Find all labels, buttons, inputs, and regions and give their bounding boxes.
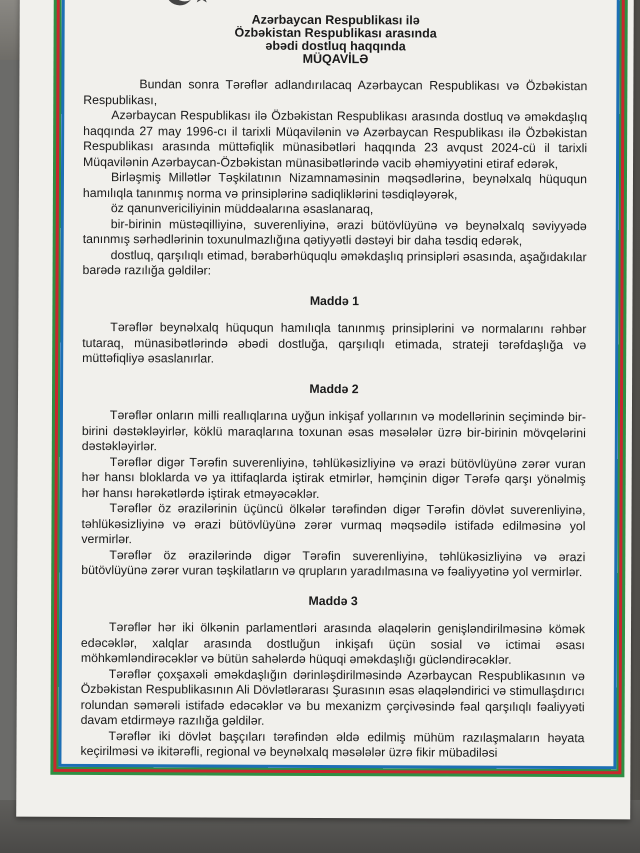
article-title: Maddə 3: [308, 593, 358, 608]
article-paragraph: Tərəflər öz ərazilərində digər Tərəfin suverenliyinə, təhlükəsizliyinə və ərazi bütövlüyünə zərər vuran təşkilatların və qrupların yaradılmasına və fəaliyyətinə yol vermirlər.: [81, 547, 586, 580]
doc-title-line3: əbədi dostluq haqqında: [265, 38, 406, 54]
preamble-paragraph: Bundan sonra Tərəflər adlandırılacaq Azərbaycan Respublikası və Özbəkistan Respublikası,: [83, 77, 588, 107]
article-paragraph: Tərəflər öz ərazilərinin üçüncü ölkələr tərəfindən digər Tərəfin dövlət suverenliyinə, təhlükəsizliyinə və ərazi bütövlüyünə zərər vurmaq məqsədilə istifadə edilməsinə yol vermirlər.: [81, 501, 586, 547]
article-title: Maddə 2: [309, 381, 359, 396]
doc-title-line2: Özbəkistan Respublikası arasında: [234, 25, 437, 41]
article-paragraph: Tərəflər çoxşaxəli əməkdaşlığın dərinləşdirilməsində Azərbaycan Respublikasının və Özbəkistan Respublikasının Ali Dövlətlərarası Şurasının əsas əlaqələndirici və stimullaşdırıcı rolundan səmərəli istifadə edəcəklər və bu mexanizm çərçivəsində fəal qarşılıqlı fəaliyyəti davam etdirməyə razılığa gəldilər.: [80, 666, 585, 728]
document-body: [80, 13, 587, 762]
article-paragraph: Tərəflər beynəlxalq hüququn hamılıqla tanınmış prinsiplərini və normalarını rəhbər tutaraq, münasibətlərində əbədi dostluğa, qarşılıqlı etimada, strateji tərəfdaşlığa və müttəfiqliyə əsaslanırlar.: [82, 320, 587, 366]
article-paragraph: Tərəflər hər iki ölkənin parlamentləri arasında əlaqələrin genişləndirilməsinə kömək edəcəklər, xalqlar arasında dostluğun inkişafı üçün sosial və ictimai əsası möhkəmləndirəcəklər və bütün sahələrdə hüquqi əməkdaşlığı gücləndirəcəklər.: [80, 620, 586, 667]
preamble-paragraph: bir-birinin müstəqilliyinə, suverenliyinə, ərazi bütövlüyünə və beynəlxalq səviyyədə tanınmış sərhədlərinin toxunulmazlığına qətiyyətli dəstəyi bir daha təsdiq edərək,: [82, 216, 587, 248]
doc-title-line1: Azərbaycan Respublikası ilə: [251, 12, 420, 28]
preamble-paragraph: Azərbaycan Respublikası ilə Özbəkistan Respublikası arasında dostluq və əməkdaşlıq haqqında 27 may 1996-cı il tarixli Müqavilənin və Azərbaycan Respublikası ilə Özbəkistan Respublikası arasında müttəfiqlik münasibətləri haqqında 23 avqust 2024-cü il tarixli Müqavilənin Azərbaycan-Özbəkistan münasibətlərində vacib əhəmiyyətini etiraf edərək,: [83, 108, 588, 171]
crescent-star-icon: [158, 0, 218, 14]
article-title: Maddə 1: [309, 293, 360, 308]
article-paragraph: Tərəflər iki dövlət başçıları tərəfindən əldə edilmiş mühüm razılaşmaların həyata keçirilməsi və ikitərəfli, regional və beynəlxalq məsələlər üzrə fikir mübadiləsi: [80, 728, 585, 760]
doc-title-line4: MÜQAVİLƏ: [302, 51, 369, 67]
document-page: [16, 0, 634, 819]
preamble-paragraph: dostluq, qarşılıqlı etimad, bərabərhüquqlu əməkdaşlıq prinsipləri əsasında, aşağıdakılar barədə razılığa gəldilər:: [82, 247, 587, 278]
article-paragraph: Tərəflər onların milli reallıqlarına uyğun inkişaf yollarının və modellərinin seçimində bir-birini dəstəkləyirlər, köklü maraqlarına toxunan əsas məsələlər üzrə bir-birinin mövqelərini dəstəkləyirlər.: [81, 408, 586, 454]
article-paragraph: Tərəflər digər Tərəfin suverenliyinə, təhlükəsizliyinə və ərazi bütövlüyünə zərər vuran hər hansı bloklarda və ya ittifaqlarda iştirak etmirlər, həmçinin digər Tərəfə qarşı yönəlmiş hər hansı hərəkətlərdə iştirak etməyəcəklər.: [81, 454, 586, 501]
preamble-paragraph: öz qanunvericiliyinin müddəalarına əsaslanaraq,: [110, 201, 374, 217]
preamble-paragraph: Birləşmiş Millətlər Təşkilatının Nizamnaməsinin məqsədlərinə, beynəlxalq hüququn hamılıqla tanınmış norma və prinsiplərinə sadiqliklərini təsdiqləyərək,: [82, 170, 588, 202]
